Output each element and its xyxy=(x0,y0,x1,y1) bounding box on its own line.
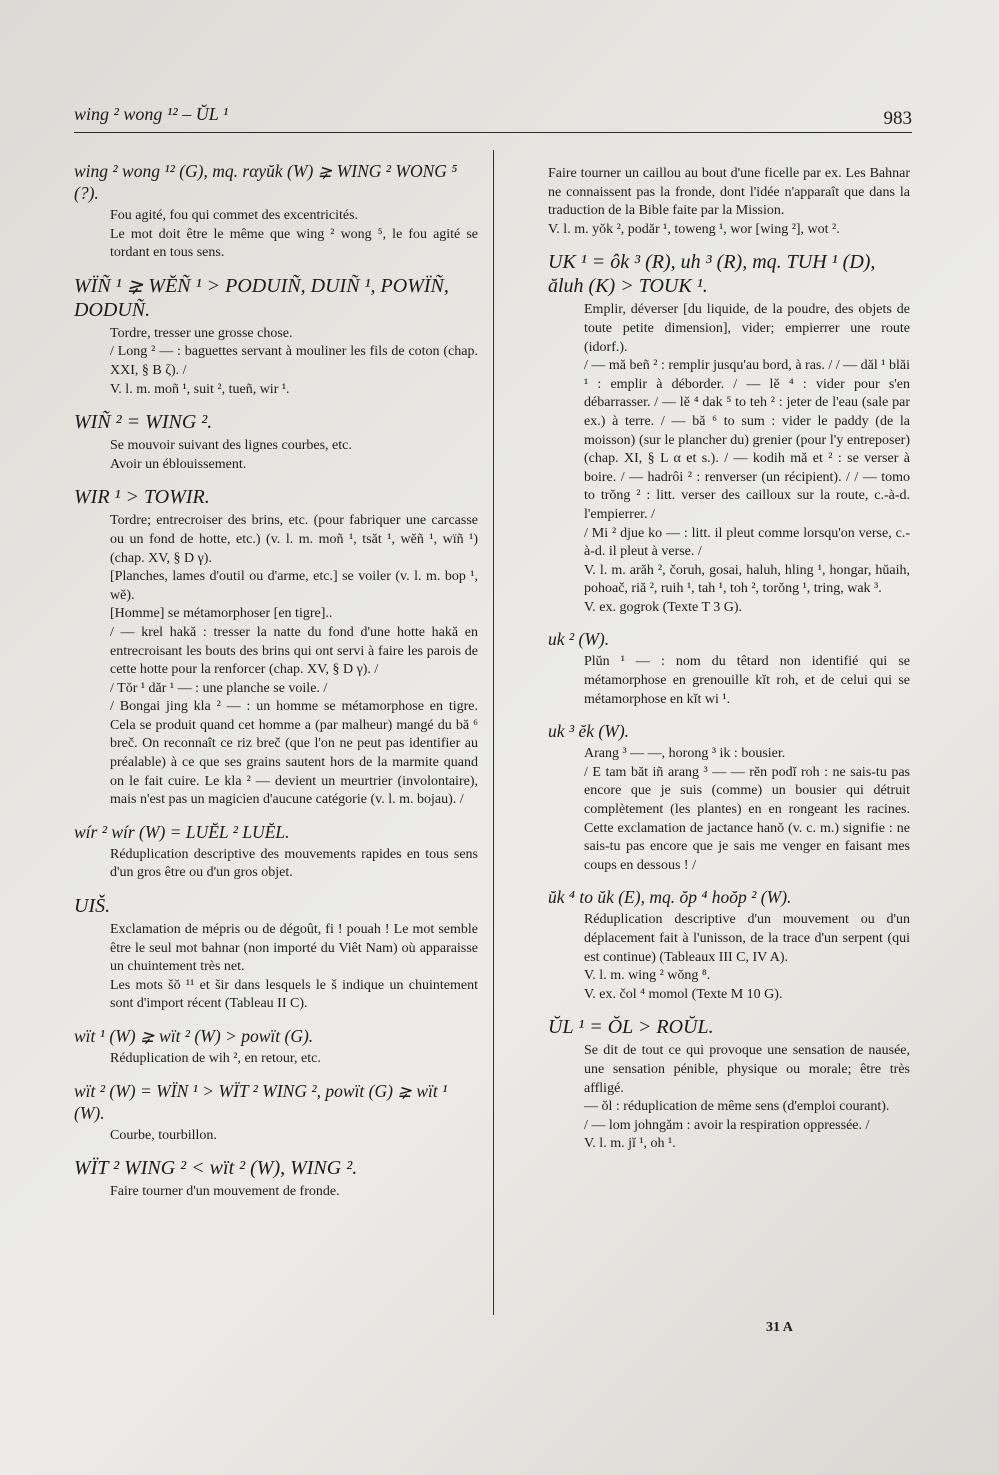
dictionary-entry xyxy=(548,165,910,239)
entry-definition xyxy=(74,325,478,399)
definition-line: Plŭn ¹ — : nom du têtard non identifié qui se métamorphose en grenouille kĭt roh, et de celui qui se métamorphose en kĭt wi ¹. xyxy=(584,654,910,707)
definition-line: Faire tourner un caillou au bout d'une ficelle par ex. Les Bahnar ne connaissent pas la fronde, dont l'idée n'apparaît que dans la traduction de la Bible faite par la Mission. xyxy=(548,166,910,219)
definition-line: / E tam băt iñ arang ³ — — rĕn podĭ roh : ne sais-tu pas encore que je suis (comme) un bousier qui détruit complètement (les plantes) en en rongeant les racines. Cette exclamation de jactance hanŏ (v. c. m.) signifie : ne sais-tu pas encore que je sais me venger en faisant mes coups en dessous ! / xyxy=(584,764,910,873)
dictionary-entry xyxy=(74,1156,478,1202)
entry-definition xyxy=(548,165,910,239)
definition-line: / — krel hakă : tresser la natte du fond d'une hotte hakă en entrecroisant les bouts des brins qui ont servi à faire les parois de cette hotte pour la renforcer (chap. XV, § D γ). / xyxy=(110,624,478,678)
entry-definition xyxy=(74,207,478,263)
entry-headword: UK ¹ = ôk ³ (R), uh ³ (R), mq. TUH ¹ (D), ăluh (K) > TOUK ¹. xyxy=(548,251,876,298)
entry-definition xyxy=(74,1127,478,1146)
dictionary-entry xyxy=(74,485,478,810)
entry-definition xyxy=(548,1042,910,1154)
entry-headword: WÏT ² WING ² < wït ² (W), WING ². xyxy=(74,1157,358,1180)
entry-headword: wït ² (W) = WÏN ¹ > WÏT ² WING ², powït (G) ⪈ wït ¹ (W). xyxy=(74,1080,448,1123)
definition-line: Se dit de tout ce qui provoque une sensation de nausée, une sensation pénible, physique ou morale; être très affligé. xyxy=(584,1043,910,1096)
running-head: wing ² wong ¹² – ŬL ¹ xyxy=(74,104,229,124)
dictionary-entry xyxy=(74,821,478,883)
definition-line: Réduplication de wih ², en retour, etc. xyxy=(110,1051,321,1066)
definition-line: Avoir un éblouissement. xyxy=(110,456,247,472)
sheet-signature: 31 A xyxy=(766,1320,793,1335)
entry-headword: wing ² wong ¹² (G), mq. rαyŭk (W) ⪈ WING ² WONG ⁵ (?). xyxy=(74,161,458,203)
definition-line: Réduplication descriptive des mouvements rapides en tous sens d'un gros être ou d'un gros objet. xyxy=(110,846,478,881)
dictionary-entry xyxy=(548,250,910,617)
definition-line: Tordre; entrecroiser des brins, etc. (pour fabriquer une carcasse ou un fond de hotte, etc.) (v. l. m. moñ ¹, tsăt ¹, wĕñ ¹, wïñ ¹) (chap. XV, § D γ). xyxy=(110,513,478,566)
dictionary-entry xyxy=(74,274,478,399)
entry-headword: uk ² (W). xyxy=(548,629,610,650)
entry-definition xyxy=(548,653,910,709)
entry-headword: ŭk ⁴ to ŭk (E), mq. ŏp ⁴ hoŏp ² (W). xyxy=(548,887,792,908)
entry-headword: WIÑ ² = WING ². xyxy=(74,411,213,434)
definition-line: Emplir, déverser [du liquide, de la poudre, des objets de toute petite dimension], vider; empierrer une route (idorf.). xyxy=(584,302,910,355)
entry-headword: wït ¹ (W) ⪈ wït ² (W) > powït (G). xyxy=(74,1026,314,1046)
definition-line: V. l. m. yŏk ², podăr ¹, toweng ¹, wor [wing ²], wot ². xyxy=(548,221,840,237)
dictionary-entry xyxy=(74,160,478,263)
definition-line: / Tŏr ¹ dăr ¹ — : une planche se voile. / xyxy=(110,680,328,696)
dictionary-entry xyxy=(74,1080,478,1146)
definition-line: Courbe, tourbillon. xyxy=(110,1127,217,1143)
page-number: 983 xyxy=(883,108,912,129)
dictionary-entry xyxy=(74,1025,478,1069)
dictionary-entry xyxy=(548,886,910,1004)
entry-headword: WÏÑ ¹ ⪈ WĔÑ ¹ > PODUIÑ, DUIÑ ¹, POWÏÑ, DODUÑ. xyxy=(74,274,449,321)
definition-line: V. ex. gogrok (Texte T 3 G). xyxy=(584,599,743,615)
definition-line: Réduplication descriptive d'un mouvement ou d'un déplacement fait à l'unisson, de la trace d'un serpent (qui est continue) (Tableaux III C, IV A). xyxy=(584,912,910,965)
definition-line: / Bongai jing kla ² — : un homme se métamorphose en tigre. Cela se produit quand cet homme a (par malheur) mangé du bă ⁶ breč. On reconnaît ce riz breč (que l'on ne peut pas identifier au préalable) à ce que ses grains sautent hors de la marmite quand on le fait cuire. Le kla ² — devient un meurtrier (involontaire), mais n'est pas un magicien d'aucune catégorie (v. l. m. bojau). / xyxy=(110,699,478,808)
definition-line: / — lom johngăm : avoir la respiration oppressée. / xyxy=(584,1117,870,1133)
definition-line: Tordre, tresser une grosse chose. xyxy=(110,325,293,341)
definition-line: Le mot doit être le même que wing ² wong ⁵, le fou agité se tordant en tous sens. xyxy=(110,226,478,261)
definition-line: [Homme] se métamorphoser [en tigre].. xyxy=(110,606,333,622)
left-column xyxy=(74,160,478,1213)
entry-definition xyxy=(74,1050,478,1069)
definition-line: V. l. m. jĭ ¹, oh ¹. xyxy=(584,1136,676,1152)
right-column xyxy=(548,165,910,1165)
dictionary-entry xyxy=(548,1015,910,1154)
definition-line: / Long ² — : baguettes servant à mouliner les fils de coton (chap. XXI, § B ζ). / xyxy=(110,344,478,378)
entry-headword: uk ³ ĕk (W). xyxy=(548,721,630,742)
entry-definition xyxy=(74,512,478,810)
definition-line: V. l. m. moñ ¹, suit ², tueñ, wir ¹. xyxy=(110,381,290,397)
definition-line: Se mouvoir suivant des lignes courbes, etc. xyxy=(110,438,352,454)
definition-line: Faire tourner d'un mouvement de fronde. xyxy=(110,1184,340,1200)
definition-line: V. ex. čol ⁴ momol (Texte M 10 G). xyxy=(584,986,783,1002)
definition-line: V. l. m. wing ² wŏng ⁸. xyxy=(584,968,711,984)
dictionary-entry xyxy=(74,410,478,474)
entry-definition xyxy=(74,1183,478,1202)
definition-line: Exclamation de mépris ou de dégoût, fi ! pouah ! Le mot semble être le seul mot bahnar (non importé du Viêt Nam) où apparaisse un chuintement très net. xyxy=(110,922,478,975)
definition-line: / Mi ² djue ko — : litt. il pleut comme lorsqu'on verse, c.-à-d. il pleut à verse. / xyxy=(584,525,910,560)
entry-definition xyxy=(74,846,478,883)
entry-headword: ŬL ¹ = ŎL > ROŬL. xyxy=(548,1016,714,1039)
definition-line: V. l. m. arăh ², čoruh, gosai, haluh, hling ¹, hongar, hŭaih, pohoač, riă ², ruih ¹, tah ¹, toh ², torŏng ¹, tring, wak ³. xyxy=(584,562,910,597)
entry-definition xyxy=(74,437,478,474)
entry-definition xyxy=(74,921,478,1014)
dictionary-entry xyxy=(74,894,478,1014)
entry-definition xyxy=(548,911,910,1004)
entry-headword: wír ² wír (W) = LUĔL ² LUĔL. xyxy=(74,821,290,842)
definition-line: / — mă beñ ² : remplir jusqu'au bord, à ras. / / — dăl ¹ blăi ¹ : emplir à déborder. / — lĕ ⁴ : vider pour s'en débarrasser. / — lĕ ⁴ dak ⁵ to teh ² : jeter de l'eau (sale par ex.) à terre. / — bă ⁶ to sum : vider le paddy (de la moisson) (sur le plancher du) grenier (pour l'y entreposer) (chap. XI, § L α et s.). / — kodih mă et ² : se verser à boire. / — hadrôi ² : renverser (un récipient). / / — tomo to trŏng ² : litt. verser des cailloux sur la route, c.-à-d. l'empierrer. / xyxy=(584,358,910,522)
definition-line: Fou agité, fou qui commet des excentricités. xyxy=(110,208,359,223)
definition-line: [Planches, lames d'outil ou d'arme, etc.] se voiler (v. l. m. bop ¹, wĕ). xyxy=(110,569,478,603)
entry-definition xyxy=(548,301,910,617)
column-divider xyxy=(493,150,494,1315)
page-header xyxy=(74,100,912,133)
dictionary-entry xyxy=(548,720,910,875)
definition-line: — ŏl : réduplication de même sens (d'emploi courant). xyxy=(584,1099,890,1115)
entry-headword: WIR ¹ > TOWIR. xyxy=(74,486,210,509)
entry-definition xyxy=(548,745,910,875)
definition-line: Arang ³ — —, horong ³ ik : bousier. xyxy=(584,746,786,762)
definition-line: Les mots šŏ ¹¹ et šir dans lesquels le š indique un chuintement sont d'import récent (Tableau II C). xyxy=(110,977,478,1012)
dictionary-entry xyxy=(548,628,910,709)
entry-headword: UIŠ. xyxy=(74,895,111,918)
